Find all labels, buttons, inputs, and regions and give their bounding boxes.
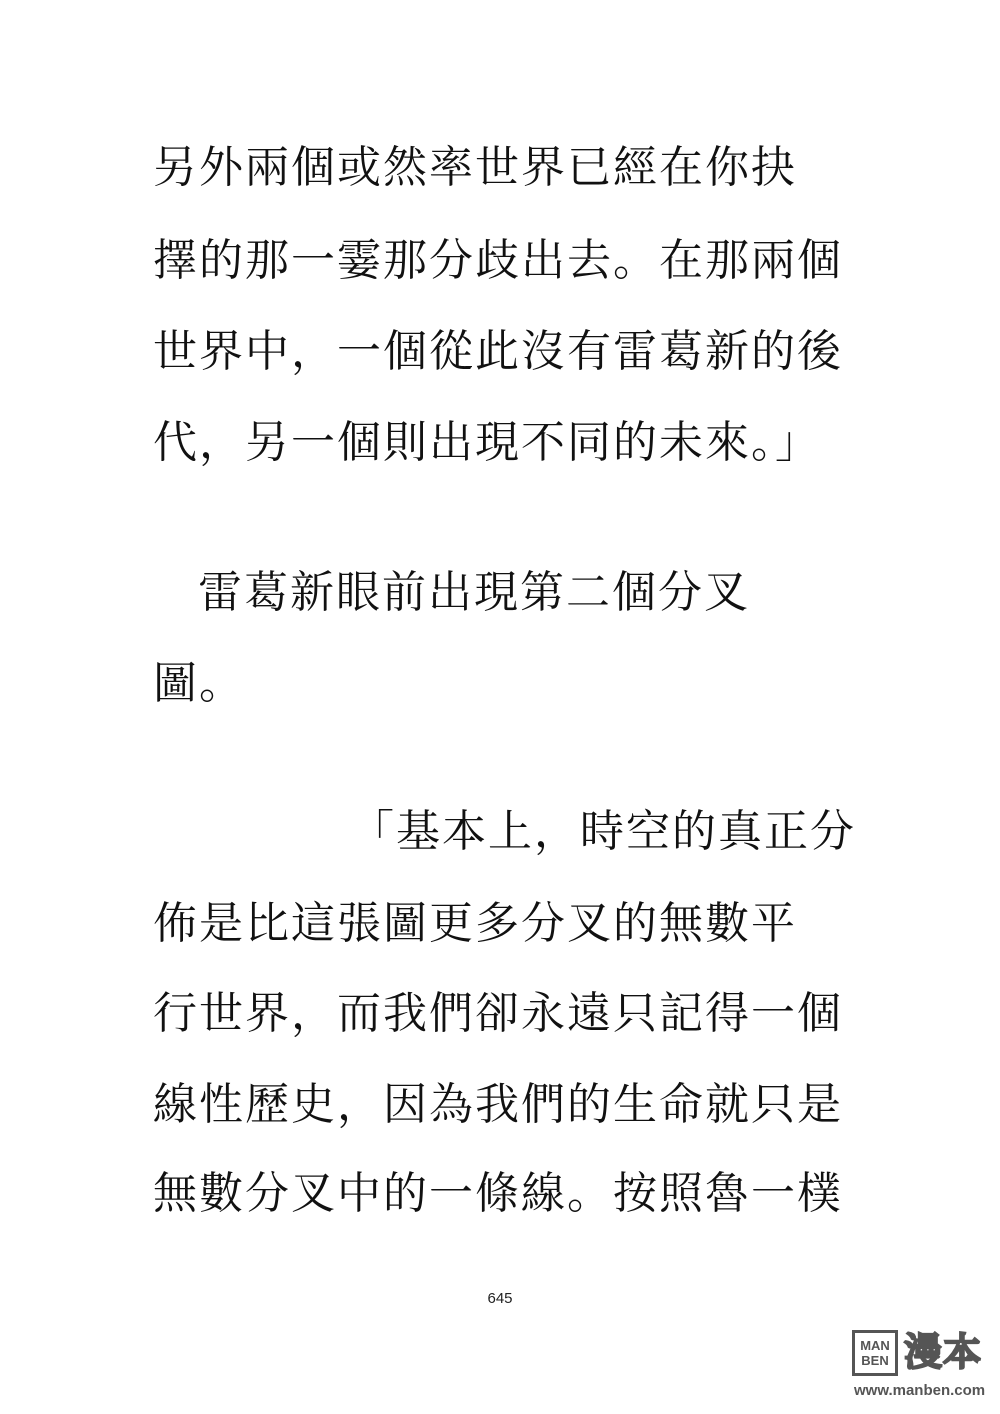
text-line: 佈是比這張圖更多分叉的無數平 — [153, 898, 797, 949]
text-line: 代，另一個則出現不同的未來。」 — [153, 417, 821, 468]
text-line: 「基本上，時空的真正分 — [350, 806, 856, 857]
text-line: 線性歷史，因為我們的生命就只是 — [153, 1079, 843, 1130]
text-line: 圖。 — [153, 658, 245, 709]
text-line: 行世界，而我們卻永遠只記得一個 — [153, 988, 843, 1039]
site-watermark — [852, 1330, 992, 1406]
watermark-logo-top: MAN — [860, 1338, 890, 1353]
watermark-logo-bottom: BEN — [861, 1353, 889, 1368]
page-number: 645 — [487, 1290, 513, 1307]
text-line: 世界中，一個從此沒有雷葛新的後 — [153, 326, 843, 377]
watermark-logo — [852, 1330, 898, 1376]
text-line: 雷葛新眼前出現第二個分叉 — [198, 567, 750, 618]
watermark-title: 漫本 — [904, 1330, 983, 1374]
watermark-url: www.manben.com — [854, 1382, 986, 1399]
text-line: 另外兩個或然率世界已經在你抉 — [153, 142, 797, 193]
text-line: 擇的那一霎那分歧出去。在那兩個 — [153, 235, 843, 286]
text-line: 無數分叉中的一條線。按照魯一樸 — [153, 1168, 843, 1219]
